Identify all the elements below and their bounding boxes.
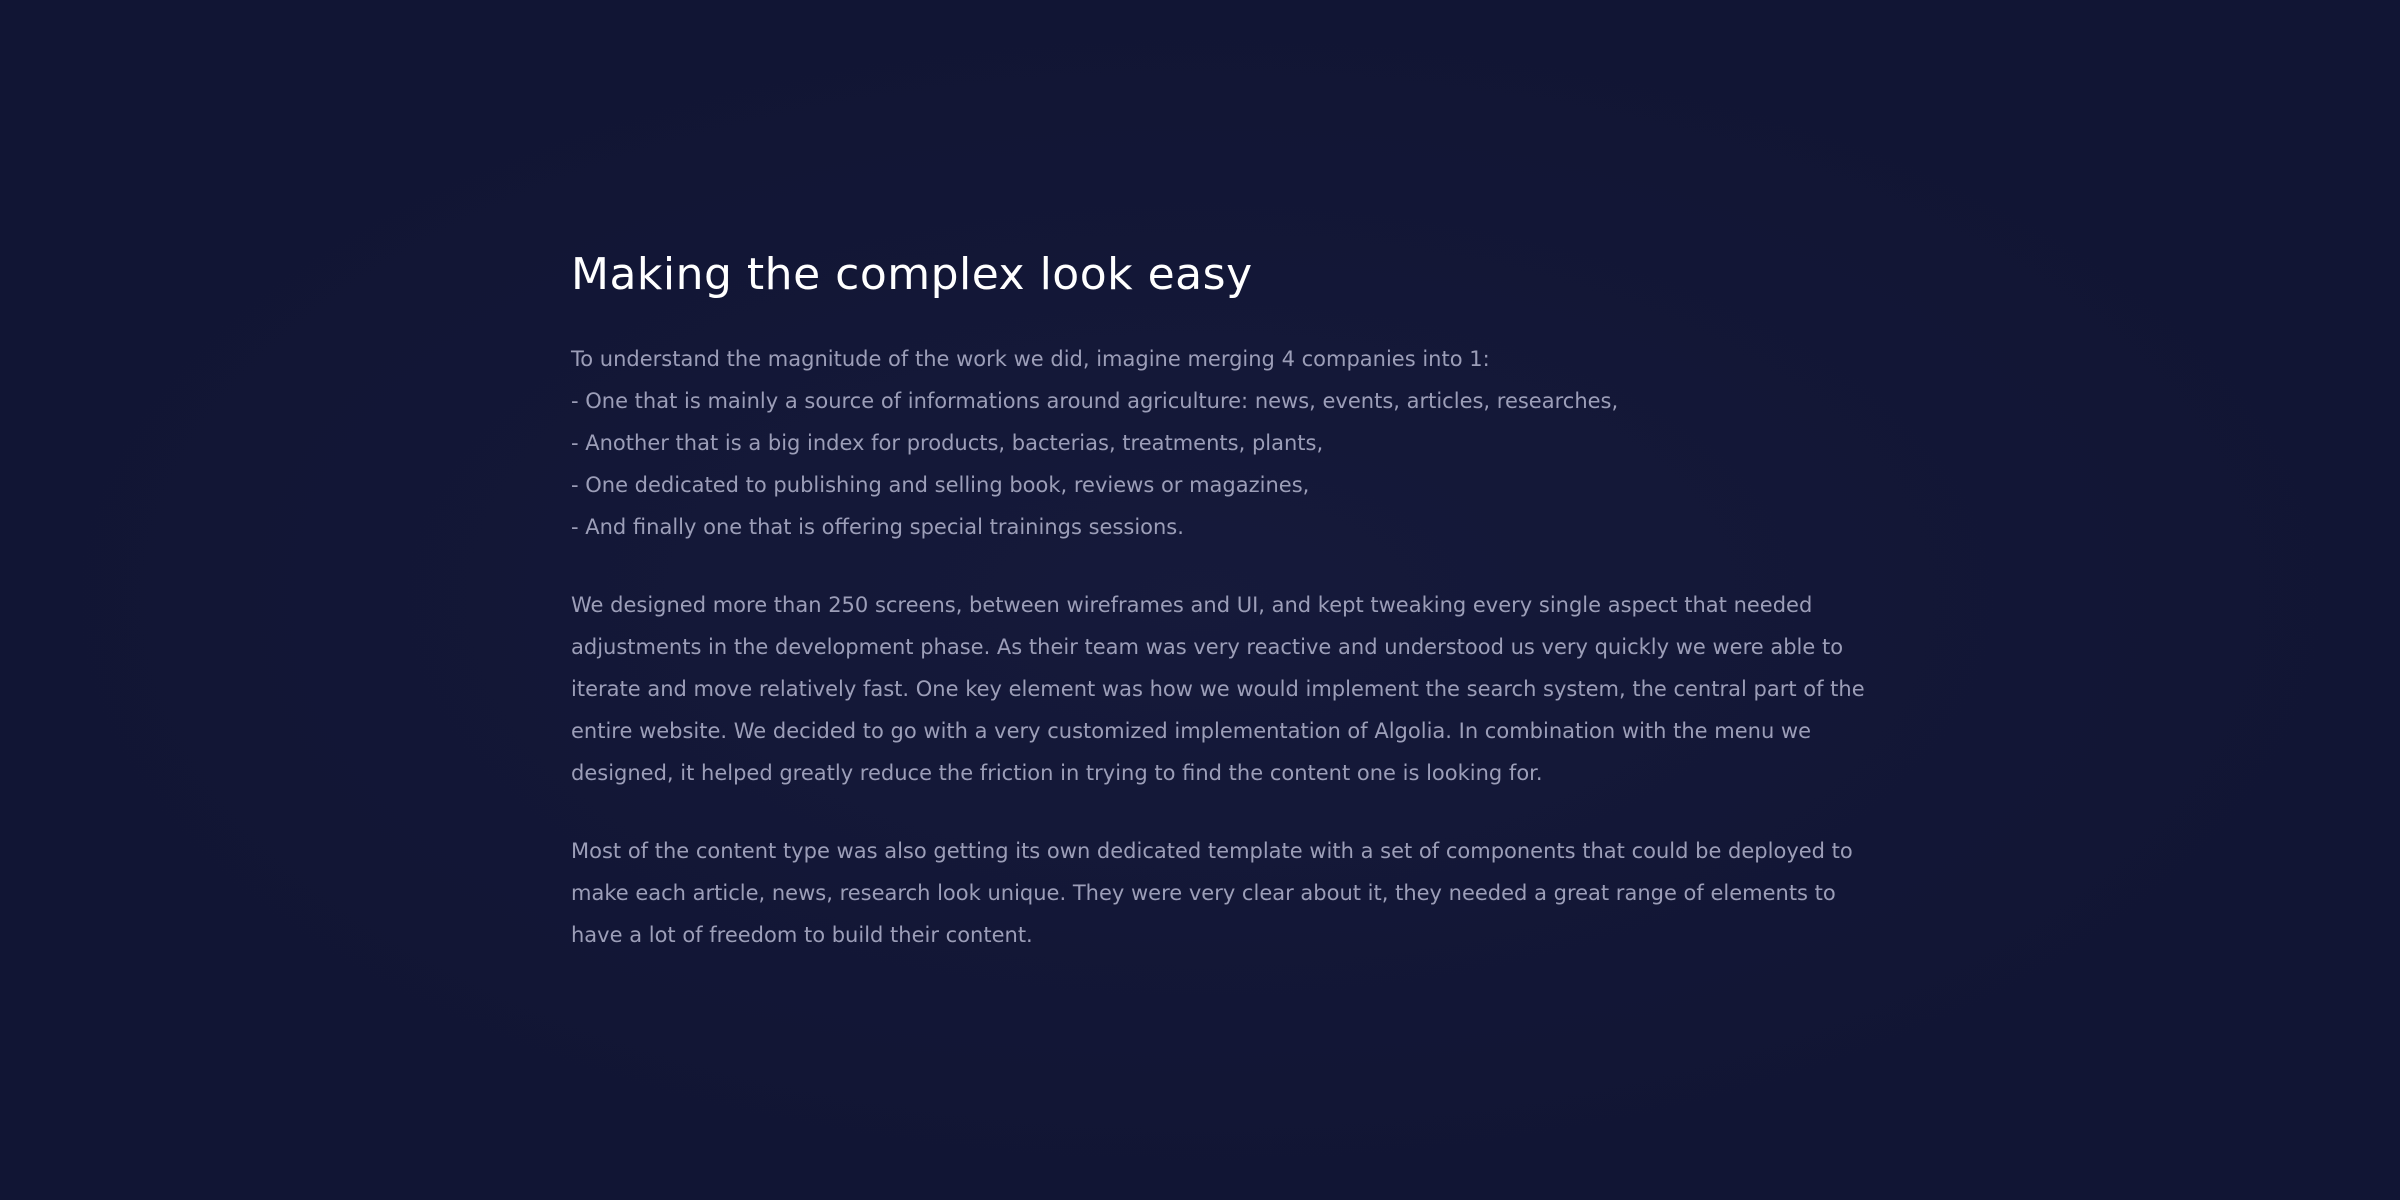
body-paragraph: Most of the content type was also getting its own dedicated template with a set of components that could be deployed to make each article, news, research look unique. They were very clear about it, they needed a great range of elements to have a lot of freedom to build their content.: [571, 839, 1853, 947]
section-title: Making the complex look easy: [571, 249, 1253, 300]
intro-list-item: - One dedicated to publishing and selling book, reviews or magazines,: [571, 473, 1310, 497]
intro-list-item: - One that is mainly a source of informations around agriculture: news, events, articles, researches,: [571, 389, 1619, 413]
case-study-section: [571, 244, 1871, 956]
intro-list-item: - And finally one that is offering special trainings sessions.: [571, 515, 1184, 539]
intro-block: [571, 338, 1871, 548]
intro-list-item: - Another that is a big index for products, bacterias, treatments, plants,: [571, 431, 1324, 455]
intro-line: To understand the magnitude of the work we did, imagine merging 4 companies into 1:: [571, 347, 1490, 371]
body-paragraph: We designed more than 250 screens, between wireframes and UI, and kept tweaking every single aspect that needed adjustments in the development phase. As their team was very reactive and understood us very quickly we were able to iterate and move relatively fast. One key element was how we would implement the search system, the central part of the entire website. We decided to go with a very customized implementation of Algolia. In combination with the menu we designed, it helped greatly reduce the friction in trying to find the content one is looking for.: [571, 593, 1865, 785]
